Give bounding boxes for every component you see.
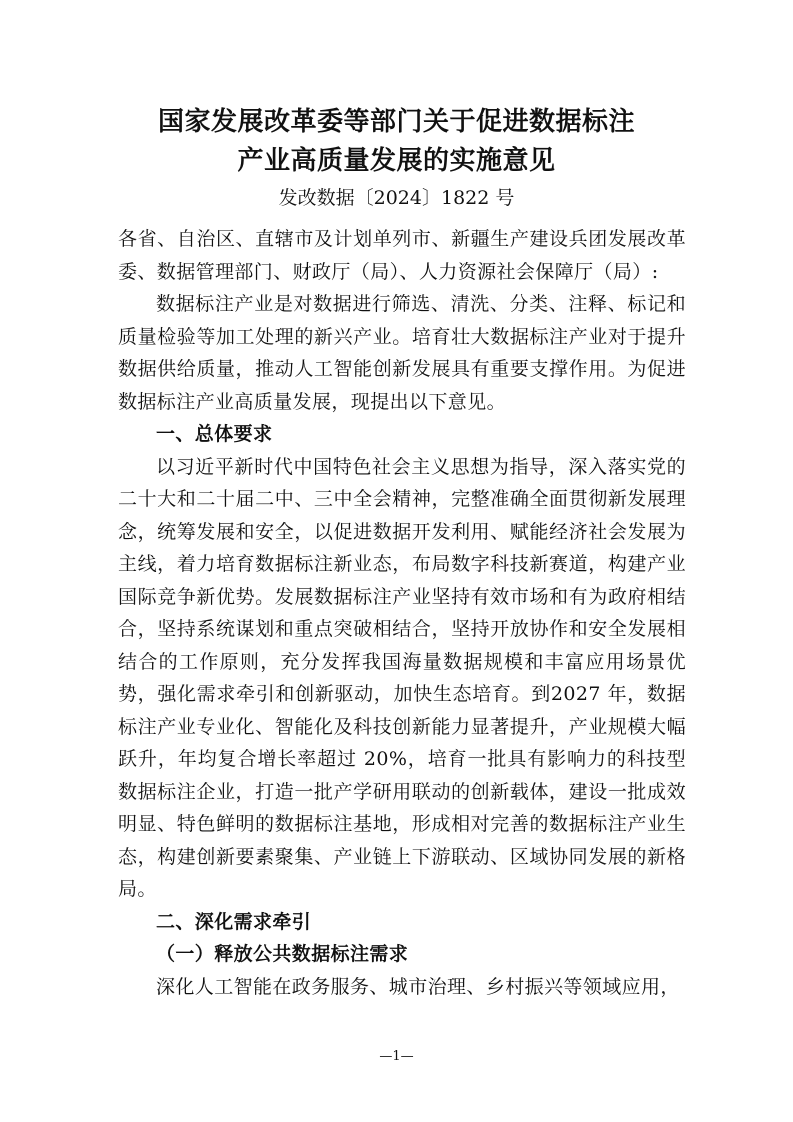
page-number: —1— [379, 1049, 414, 1064]
intro-paragraph: 数据标注产业是对数据进行筛选、清洗、分类、注释、标记和质量检验等加工处理的新兴产业。培育壮大数据标注产业对于提升数据供给质量，推动人工智能创新发展具有重要支撑作用。为促进数据标注产业高质量发展，现提出以下意见。 [118, 293, 686, 413]
addressee-paragraph: 各省、自治区、直辖市及计划单列市、新疆生产建设兵团发展改革委、数据管理部门、财政厅（局）、人力资源社会保障厅（局）: [118, 228, 686, 283]
document-title-line-1: 国家发展改革委等部门关于促进数据标注 [157, 107, 635, 137]
section-paragraph-general-requirements: 以习近平新时代中国特色社会主义思想为指导，深入落实党的二十大和二十届二中、三中全会精神，完整准确全面贯彻新发展理念，统筹发展和安全，以促进数据开发利用、赋能经济社会发展为主线，着力培育数据标注新业态，布局数字科技新赛道，构建产业国际竞争新优势。发展数据标注产业坚持有效市场和有为政府相结合，坚持系统谋划和重点突破相结合，坚持开放协作和安全发展相结合的工作原则，充分发挥我国海量数据规模和丰富应用场景优势，强化需求牵引和创新驱动，加快生态培育。到2027 年，数据标注产业专业化、智能化及科技创新能力显著提升，产业规模大幅跃升，年均复合增长率超过 20%，培育一批具有影响力的科技型数据标注企业，打造一批产学研用联动的创新载体，建设一批成效明显、特色鲜明的数据标注基地，形成相对完善的数据标注产业生态，构建创新要素聚集、产业链上下游联动、区域协同发展的新格局。 [118, 455, 686, 900]
document-body [118, 223, 686, 1003]
document-number: 发改数据〔2024〕1822 号 [278, 187, 515, 209]
section-heading-general-requirements: 一、总体要求 [156, 423, 273, 445]
document-title-line-2: 产业高质量发展的实施意见 [237, 146, 556, 176]
subsection-heading-public-data: （一）释放公共数据标注需求 [156, 943, 409, 965]
subsection-paragraph-public-data: 深化人工智能在政务服务、城市治理、乡村振兴等领域应用， [156, 975, 680, 998]
section-heading-demand-traction: 二、深化需求牵引 [156, 910, 312, 933]
